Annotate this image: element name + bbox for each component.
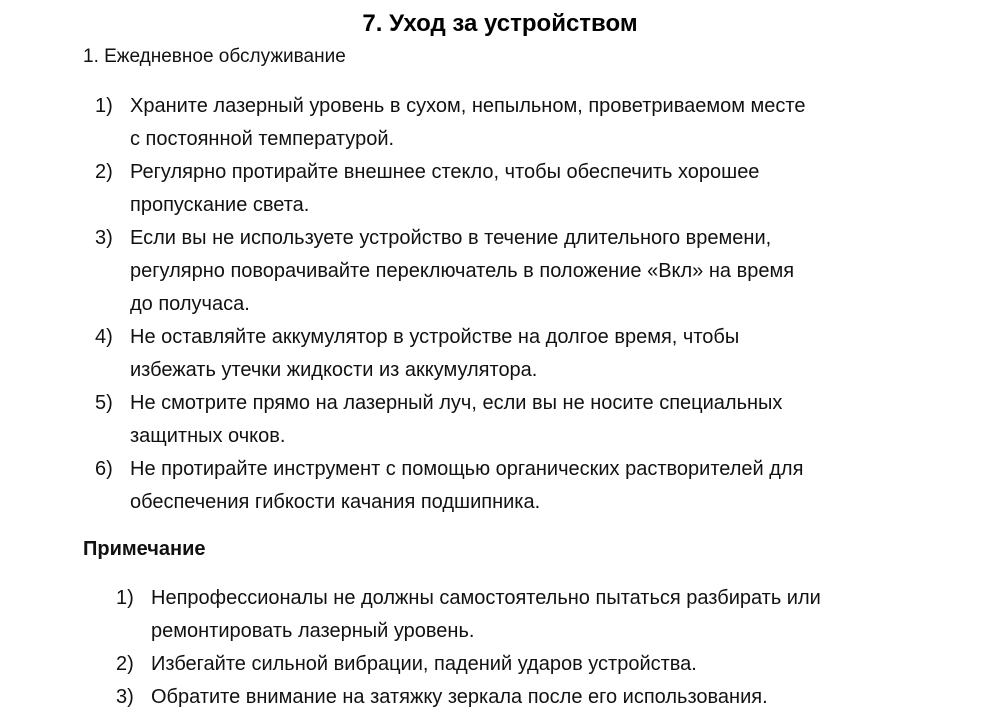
- list-item: [116, 681, 976, 714]
- item-text: [130, 453, 975, 519]
- list-item: [95, 222, 975, 321]
- item-line: избежать утечки жидкости из аккумулятора.: [130, 359, 538, 381]
- item-line: Обратите внимание на затяжку зеркала после его использования.: [151, 686, 768, 708]
- item-line: защитных очков.: [130, 425, 286, 447]
- item-line: Не оставляйте аккумулятор в устройстве на долгое время, чтобы: [130, 326, 740, 348]
- item-line: Избегайте сильной вибрации, падений ударов устройства.: [151, 653, 697, 675]
- item-line: Храните лазерный уровень в сухом, непыльном, проветриваемом месте: [130, 95, 806, 117]
- item-line: пропускание света.: [130, 194, 310, 216]
- item-text: [130, 90, 975, 156]
- item-text: [151, 648, 976, 681]
- item-line: до получаса.: [130, 293, 250, 315]
- item-line: Непрофессионалы не должны самостоятельно пытаться разбирать или: [151, 587, 821, 609]
- maintenance-list: [95, 90, 975, 519]
- section-title: 7. Уход за устройством: [362, 10, 638, 37]
- item-number: 6): [95, 458, 113, 480]
- item-text: [151, 582, 976, 648]
- item-number: 2): [95, 161, 113, 183]
- list-item: [95, 387, 975, 453]
- item-number: 1): [116, 587, 134, 609]
- item-text: [130, 222, 975, 321]
- list-item: [116, 648, 976, 681]
- item-text: [130, 156, 975, 222]
- list-item: [116, 582, 976, 648]
- item-number: 3): [95, 227, 113, 249]
- item-line: Не смотрите прямо на лазерный луч, если вы не носите специальных: [130, 392, 783, 414]
- item-number: 5): [95, 392, 113, 414]
- item-line: Регулярно протирайте внешнее стекло, чтобы обеспечить хорошее: [130, 161, 760, 183]
- item-line: обеспечения гибкости качания подшипника.: [130, 491, 541, 513]
- list-item: [95, 321, 975, 387]
- subsection-heading: 1. Ежедневное обслуживание: [83, 46, 346, 67]
- item-number: 3): [116, 686, 134, 708]
- item-text: [130, 387, 975, 453]
- note-heading: Примечание: [83, 538, 206, 560]
- item-text: [151, 681, 976, 714]
- item-number: 1): [95, 95, 113, 117]
- list-item: [95, 156, 975, 222]
- item-line: ремонтировать лазерный уровень.: [151, 620, 475, 642]
- item-line: регулярно поворачивайте переключатель в положение «Вкл» на время: [130, 260, 795, 282]
- item-number: 4): [95, 326, 113, 348]
- list-item: [95, 453, 975, 519]
- item-text: [130, 321, 975, 387]
- item-line: Не протирайте инструмент с помощью органических растворителей для: [130, 458, 804, 480]
- item-number: 2): [116, 653, 134, 675]
- note-list: [116, 582, 976, 714]
- item-line: Если вы не используете устройство в течение длительного времени,: [130, 227, 772, 249]
- item-line: с постоянной температурой.: [130, 128, 395, 150]
- list-item: [95, 90, 975, 156]
